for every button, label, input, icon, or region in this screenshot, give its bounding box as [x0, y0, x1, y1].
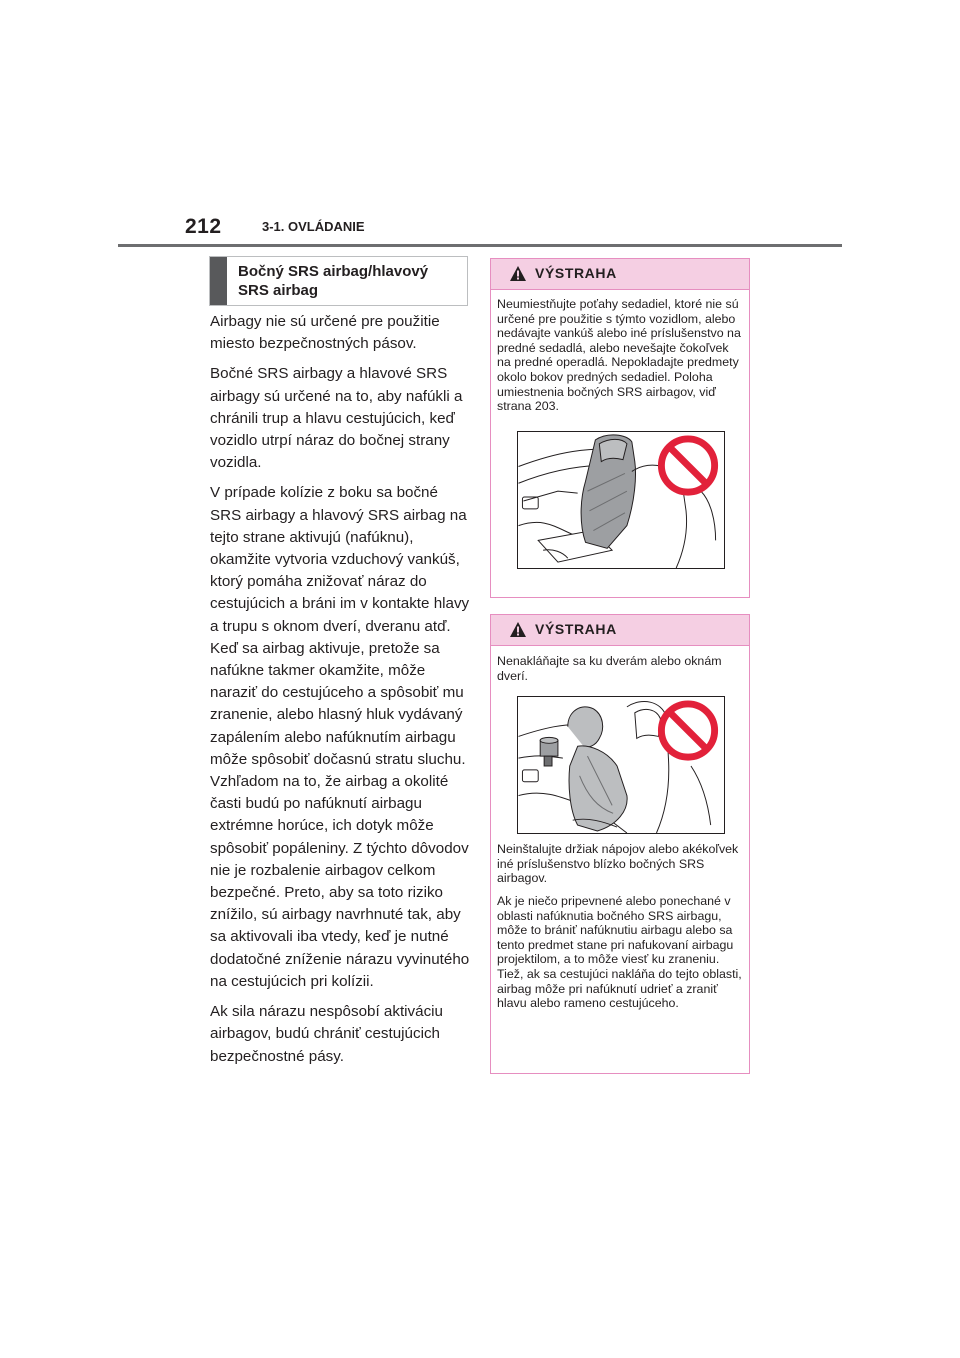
heading-bar [210, 257, 227, 305]
warning-text: Ak je niečo pripevnené alebo ponechané v oblasti nafúknutia bočného SRS airbagu, môže to brániť nafúknutiu airbagu alebo sa tento predmet stane pri nafukovaní airbagu projektilom, a to môže viesť ku zraneniu. Tiež, ak sa cestujúci nakláňa do tejto oblasti, airbag môže pri nafúknutí udrieť a zraniť hlavu alebo rameno cestujúceho. [497, 893, 742, 1011]
warning-title: VÝSTRAHA [535, 265, 617, 281]
warning-header [491, 259, 749, 290]
warning-header [491, 615, 749, 646]
paragraph: Bočné SRS airbagy a hlavové SRS airbagy sú určené na to, aby nafúkli a chránili trup a hlavu cestujúcich, keď vozidlo utrpí náraz do bočnej strany vozidla. [210, 365, 463, 472]
section-heading-box [209, 256, 468, 306]
header-rule [118, 244, 842, 247]
section-title: 3-1. OVLÁDANIE [262, 219, 365, 234]
paragraph: Ak sila nárazu nespôsobí aktiváciu airbagov, budú chrániť cestujúcich bezpečnostné pásy. [210, 1003, 444, 1065]
warning-triangle-icon [509, 621, 527, 638]
leaning-passenger-illustration [517, 696, 725, 834]
page-number: 212 [185, 215, 222, 238]
warning-text: Neinštalujte držiak nápojov alebo akékoľvek iné príslušenstvo blízko bočných SRS airbagov. [497, 842, 739, 886]
warning-box-2 [490, 614, 750, 1074]
warning-text: Neumiestňujte poťahy sedadiel, ktoré nie sú určené pre použitie s týmto vozidlom, alebo nedávajte vankúš alebo iné príslušenstvo na predné sedadlá, alebo nevešajte čokoľvek na predné operadlá. Nepokladajte predmety okolo bokov predných sedadiel. Poloha umiestnenia bočných SRS airbagov, viď strana 203. [497, 297, 741, 414]
seat-cover-illustration [517, 431, 725, 569]
warning-triangle-icon [509, 265, 527, 282]
warning-title: VÝSTRAHA [535, 621, 617, 637]
warning-text: Nenakláňajte sa ku dverám alebo oknám dverí. [497, 654, 722, 683]
paragraph: Airbagy nie sú určené pre použitie miesto bezpečnostných pásov. [210, 313, 440, 353]
body-text [210, 311, 472, 1076]
warning-box-1 [490, 258, 750, 598]
paragraph: V prípade kolízie z boku sa bočné SRS airbagy a hlavový SRS airbag na tejto strane aktivujú (nafúknu), okamžite vytvoria vzduchový vankúš, ktorý pomáha znižovať náraz do cestujúcich a bráni im v kontakte hlavy a trupu s oknom dverí, dveranu atď. Keď sa airbag aktivuje, pretože sa nafúkne takmer okamžite, môže naraziť do cestujúceho a spôsobiť mu zranenie, alebo hlasný hluk vydávaný zapálením alebo nafúknutím airbagu môže spôsobiť dočasnú stratu sluchu. Vzhľadom na to, že airbag a okolité časti budú po nafúknutí airbagu extrémne horúce, ich dotyk môže spôsobiť popáleniny. Z týchto dôvodov nie je rozbalenie airbagov celkom bezpečné. Preto, aby sa toto riziko znížilo, sú airbagy navrhnuté tak, aby sa aktivovali iba vtedy, keď je nutné dodatočné zníženie nárazu vyvinutého na cestujúcich pri kolízii. [210, 484, 470, 990]
section-heading: Bočný SRS airbag/hlavový SRS airbag [238, 263, 429, 299]
